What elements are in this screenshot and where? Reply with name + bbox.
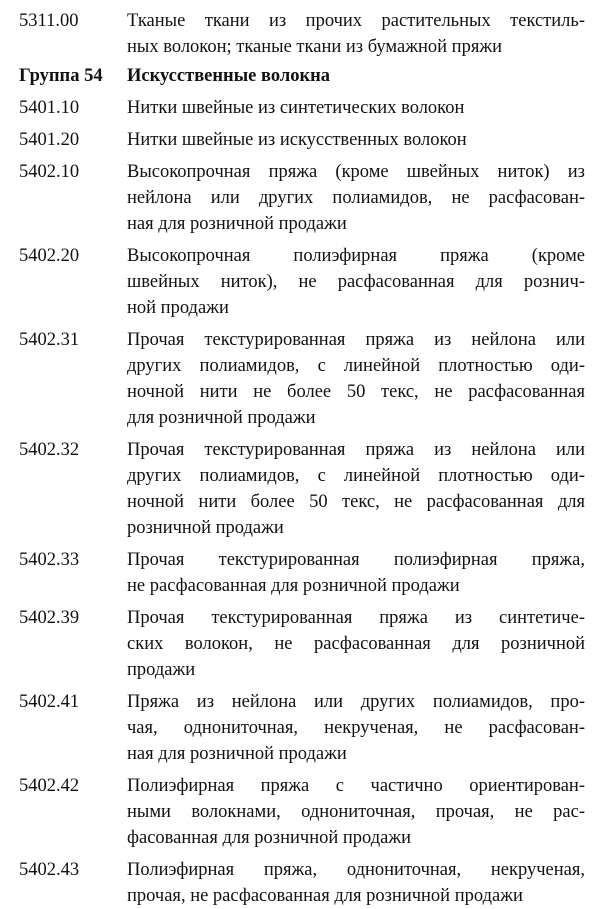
tariff-entry-row — [19, 159, 585, 237]
description-line: ная для розничной продажи — [127, 214, 347, 234]
tariff-description — [127, 605, 585, 683]
tariff-description — [127, 127, 585, 153]
description-line: Полиэфирная пряжа, однониточная, некрученая, — [127, 860, 585, 880]
tariff-description — [127, 437, 585, 541]
description-line: других полиамидов, с линейной плотностью оди- — [127, 356, 585, 376]
tariff-entry-row — [19, 327, 585, 431]
description-line: Высокопрочная полиэфирная пряжа (кроме — [127, 246, 585, 266]
tariff-code: 5402.41 — [19, 692, 80, 712]
tariff-code: 5402.20 — [19, 246, 80, 266]
tariff-entry-row — [19, 857, 585, 909]
description-line: Тканые ткани из прочих растительных текстиль- — [127, 11, 585, 31]
group-heading-row — [19, 63, 585, 89]
tariff-code: 5402.43 — [19, 860, 80, 880]
tariff-description — [127, 159, 585, 237]
description-line: чая, однониточная, некрученая, не расфасован- — [127, 718, 585, 738]
description-line: нейлона или других полиамидов, не расфасован- — [127, 188, 585, 208]
description-line: ная для розничной продажи — [127, 744, 347, 764]
tariff-entry-row — [19, 127, 585, 153]
tariff-entry-row — [19, 243, 585, 321]
description-line: розничной продажи — [127, 518, 284, 538]
tariff-entry-row — [19, 8, 585, 60]
description-line: швейных ниток), не расфасованная для рознич- — [127, 272, 585, 292]
description-line: ночной нити не более 50 текс, не расфасованная — [127, 382, 585, 402]
description-line: Прочая текстурированная пряжа из синтетиче- — [127, 608, 585, 628]
description-line: Пряжа из нейлона или других полиамидов, про- — [127, 692, 585, 712]
tariff-entry-row — [19, 547, 585, 599]
description-line: Искусственные волокна — [127, 66, 331, 86]
tariff-description — [127, 8, 585, 60]
description-line: ских волокон, не расфасованная для розничной — [127, 634, 585, 654]
tariff-code: 5402.42 — [19, 776, 80, 796]
group-title — [127, 63, 585, 89]
tariff-code: 5402.32 — [19, 440, 80, 460]
description-line: фасованная для розничной продажи — [127, 828, 412, 848]
tariff-description — [127, 857, 585, 909]
description-line: Прочая текстурированная пряжа из нейлона или — [127, 440, 585, 460]
description-line: не расфасованная для розничной продажи — [127, 576, 460, 596]
tariff-description — [127, 95, 585, 121]
description-line: ными волокнами, однониточная, прочая, не рас- — [127, 802, 585, 822]
tariff-entry-row — [19, 605, 585, 683]
tariff-entry-row — [19, 773, 585, 851]
group-number: Группа 54 — [19, 66, 103, 86]
description-line: Прочая текстурированная полиэфирная пряжа, — [127, 550, 585, 570]
description-line: для розничной продажи — [127, 408, 316, 428]
tariff-entry-row — [19, 437, 585, 541]
description-line: ной продажи — [127, 298, 229, 318]
description-line: Высокопрочная пряжа (кроме швейных ниток) из — [127, 162, 585, 182]
tariff-description — [127, 689, 585, 767]
tariff-description — [127, 243, 585, 321]
description-line: Прочая текстурированная пряжа из нейлона или — [127, 330, 585, 350]
tariff-code: 5402.31 — [19, 330, 80, 350]
description-line: ночной нити более 50 текс, не расфасованная для — [127, 492, 585, 512]
tariff-code: 5402.33 — [19, 550, 80, 570]
description-line: Полиэфирная пряжа с частично ориентирован- — [127, 776, 585, 796]
description-line: прочая, не расфасованная для розничной продажи — [127, 886, 523, 906]
description-line: Нитки швейные из синтетических волокон — [127, 98, 465, 118]
tariff-entry-row — [19, 689, 585, 767]
tariff-code-list — [19, 8, 585, 909]
tariff-description — [127, 547, 585, 599]
tariff-entry-row — [19, 95, 585, 121]
tariff-code: 5401.20 — [19, 130, 80, 150]
tariff-description — [127, 773, 585, 851]
description-line: Нитки швейные из искусственных волокон — [127, 130, 467, 150]
tariff-description — [127, 327, 585, 431]
tariff-code: 5311.00 — [19, 11, 79, 31]
description-line: продажи — [127, 660, 196, 680]
tariff-code: 5401.10 — [19, 98, 80, 118]
description-line: ных волокон; тканые ткани из бумажной пряжи — [127, 37, 503, 57]
description-line: других полиамидов, с линейной плотностью оди- — [127, 466, 585, 486]
tariff-code: 5402.39 — [19, 608, 80, 628]
tariff-code: 5402.10 — [19, 162, 80, 182]
